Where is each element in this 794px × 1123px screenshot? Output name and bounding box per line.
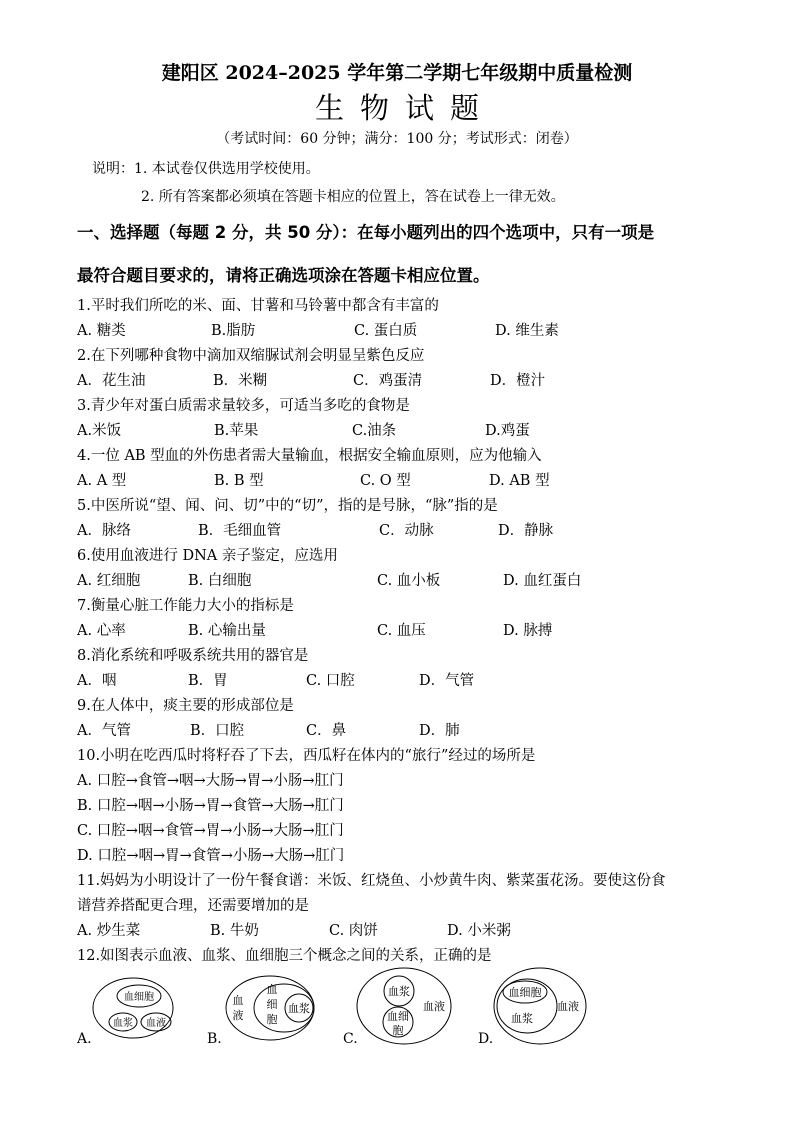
q8-option-c: C. 口腔: [306, 673, 355, 689]
question-4-options: [77, 469, 727, 489]
q6-option-b: B. 白细胞: [188, 573, 252, 589]
diagram-b-inner: 血浆: [288, 1002, 310, 1015]
question-10-stem: 10.小明在吃西瓜时将籽吞了下去，西瓜籽在体内的“旅行”经过的场所是: [77, 748, 536, 764]
q4-option-c: C. O 型: [360, 473, 411, 489]
q12-option-c-label: C.: [343, 1031, 358, 1047]
q6-option-c: C. 血小板: [377, 573, 441, 589]
subject-title: 生物试题: [314, 91, 495, 125]
q1-option-b: B.脂肪: [211, 323, 256, 339]
q1-option-c: C. 蛋白质: [354, 323, 418, 339]
q2-option-b: B．米糊: [213, 373, 268, 389]
q12-diagrams: [0, 960, 794, 1060]
q3-option-a: A.米饭: [77, 423, 122, 439]
question-6-options: [77, 569, 727, 589]
q1-option-a: A. 糖类: [77, 323, 126, 339]
q12-option-d-label: D.: [478, 1031, 494, 1047]
q5-option-d: D．静脉: [498, 523, 554, 539]
question-7-stem: 7.衡量心脏工作能力大小的指标是: [77, 598, 294, 614]
diagram-c-cells-2: 胞: [392, 1024, 404, 1037]
question-11-options: [77, 919, 727, 939]
q9-option-d: D．肺: [419, 723, 460, 739]
diagram-b-outer-1: 血: [232, 994, 244, 1007]
exam-title: 建阳区 2024–2025 学年第二学期七年级期中质量检测: [161, 62, 633, 84]
q8-option-d: D．气管: [419, 673, 475, 689]
q1-option-d: D. 维生素: [495, 323, 559, 339]
section-heading-line2: 最符合题目要求的，请将正确选项涂在答题卡相应位置。: [77, 266, 490, 285]
question-3-stem: 3.青少年对蛋白质需求量较多，可适当多吃的食物是: [77, 398, 410, 414]
q6-option-d: D. 血红蛋白: [503, 573, 582, 589]
diagram-d-plasma: 血浆: [511, 1012, 533, 1025]
q12-option-b-label: B.: [207, 1031, 222, 1047]
diagram-d-blood: 血液: [557, 1000, 579, 1013]
q9-option-b: B．口腔: [190, 723, 245, 739]
q3-option-d: D.鸡蛋: [485, 423, 530, 439]
q2-option-a: A．花生油: [77, 373, 146, 389]
question-8-stem: 8.消化系统和呼吸系统共用的器官是: [77, 648, 309, 664]
diagram-d: [494, 968, 586, 1044]
diagram-d-cells: 血细胞: [508, 986, 542, 999]
question-2-options: [77, 369, 727, 389]
q7-option-c: C. 血压: [377, 623, 426, 639]
q4-option-a: A. A 型: [77, 473, 127, 489]
q4-option-d: D. AB 型: [489, 473, 550, 489]
diagram-a-blood: 血液: [146, 1018, 166, 1029]
q5-option-b: B．毛细血管: [198, 523, 282, 539]
question-3-options: [77, 419, 727, 439]
q6-option-a: A. 红细胞: [77, 573, 141, 589]
question-5-stem: 5.中医所说“望、闻、问、切”中的“切”，指的是号脉，“脉”指的是: [77, 498, 498, 514]
q7-option-b: B. 心输出量: [188, 623, 266, 639]
q3-option-c: C.油条: [352, 423, 397, 439]
question-12-stem: 12.如图表示血液、血浆、血细胞三个概念之间的关系，正确的是: [77, 948, 492, 964]
question-11-stem-line2: 谱营养搭配更合理，还需要增加的是: [77, 898, 309, 914]
q5-option-a: A．脉络: [77, 523, 131, 539]
q10-option-a: A. 口腔→食管→咽→大肠→胃→小肠→肛门: [77, 773, 344, 789]
diagram-b-mid-3: 胞: [266, 1013, 278, 1026]
note-2: 2. 所有答案都必须填在答题卡相应的位置上，答在试卷上一律无效。: [141, 189, 565, 205]
diagram-b-mid-2: 细: [266, 998, 278, 1011]
diagram-c-cells-1: 血细: [387, 1010, 409, 1023]
question-5-options: [77, 519, 727, 539]
q2-option-d: D．橙汁: [490, 373, 546, 389]
diagram-c: [357, 968, 451, 1044]
q11-option-d: D. 小米粥: [447, 923, 511, 939]
note-1: 说明：1. 本试卷仅供选用学校使用。: [92, 161, 320, 177]
q3-option-b: B.苹果: [214, 423, 259, 439]
question-1-stem: 1.平时我们所吃的米、面、甘薯和马铃薯中都含有丰富的: [77, 298, 439, 314]
q7-option-a: A. 心率: [77, 623, 126, 639]
q8-option-a: A．咽: [77, 673, 117, 689]
question-8-options: [77, 669, 727, 689]
diagram-a: [93, 978, 173, 1038]
q4-option-b: B. B 型: [214, 473, 264, 489]
q10-option-b: B. 口腔→咽→小肠→胃→食管→大肠→肛门: [77, 798, 344, 814]
diagram-b-mid-1: 血: [266, 983, 278, 996]
q12-option-a-label: A.: [77, 1031, 92, 1047]
q8-option-b: B．胃: [188, 673, 228, 689]
question-4-stem: 4.一位 AB 型血的外伤患者需大量输血，根据安全输血原则，应为他输入: [77, 448, 542, 464]
diagram-b: [226, 976, 314, 1040]
question-7-options: [77, 619, 727, 639]
q10-option-c: C. 口腔→咽→食管→胃→小肠→大肠→肛门: [77, 823, 344, 839]
diagram-c-blood: 血液: [423, 1000, 445, 1013]
question-2-stem: 2.在下列哪种食物中滴加双缩脲试剂会明显呈紫色反应: [77, 348, 425, 364]
q2-option-c: C．鸡蛋清: [353, 373, 423, 389]
question-9-stem: 9.在人体中，痰主要的形成部位是: [77, 698, 294, 714]
q7-option-d: D. 脉搏: [503, 623, 553, 639]
diagram-b-outer-2: 液: [232, 1009, 244, 1022]
q9-option-a: A．气管: [77, 723, 131, 739]
q11-option-a: A. 炒生菜: [77, 923, 141, 939]
question-11-stem-line1: 11.妈妈为小明设计了一份午餐食谱：米饭、红烧鱼、小炒黄牛肉、紫菜蛋花汤。要使这份食: [77, 873, 666, 889]
section-heading-line1: 一、选择题（每题 2 分，共 50 分）：在每小题列出的四个选项中，只有一项是: [77, 223, 655, 242]
q11-option-b: B. 牛奶: [210, 923, 259, 939]
diagram-a-blood-cells: 血细胞: [124, 992, 154, 1003]
diagram-a-plasma: 血浆: [113, 1018, 133, 1029]
question-1-options: [77, 319, 727, 339]
q9-option-c: C．鼻: [306, 723, 347, 739]
q11-option-c: C. 肉饼: [329, 923, 378, 939]
q5-option-c: C．动脉: [379, 523, 434, 539]
question-6-stem: 6.使用血液进行 DNA 亲子鉴定，应选用: [77, 548, 338, 564]
question-9-options: [77, 719, 727, 739]
exam-info: （考试时间：60 分钟；满分：100 分；考试形式：闭卷）: [216, 131, 578, 147]
q10-option-d: D. 口腔→咽→胃→食管→小肠→大肠→肛门: [77, 848, 345, 864]
diagram-c-plasma: 血浆: [388, 985, 410, 998]
